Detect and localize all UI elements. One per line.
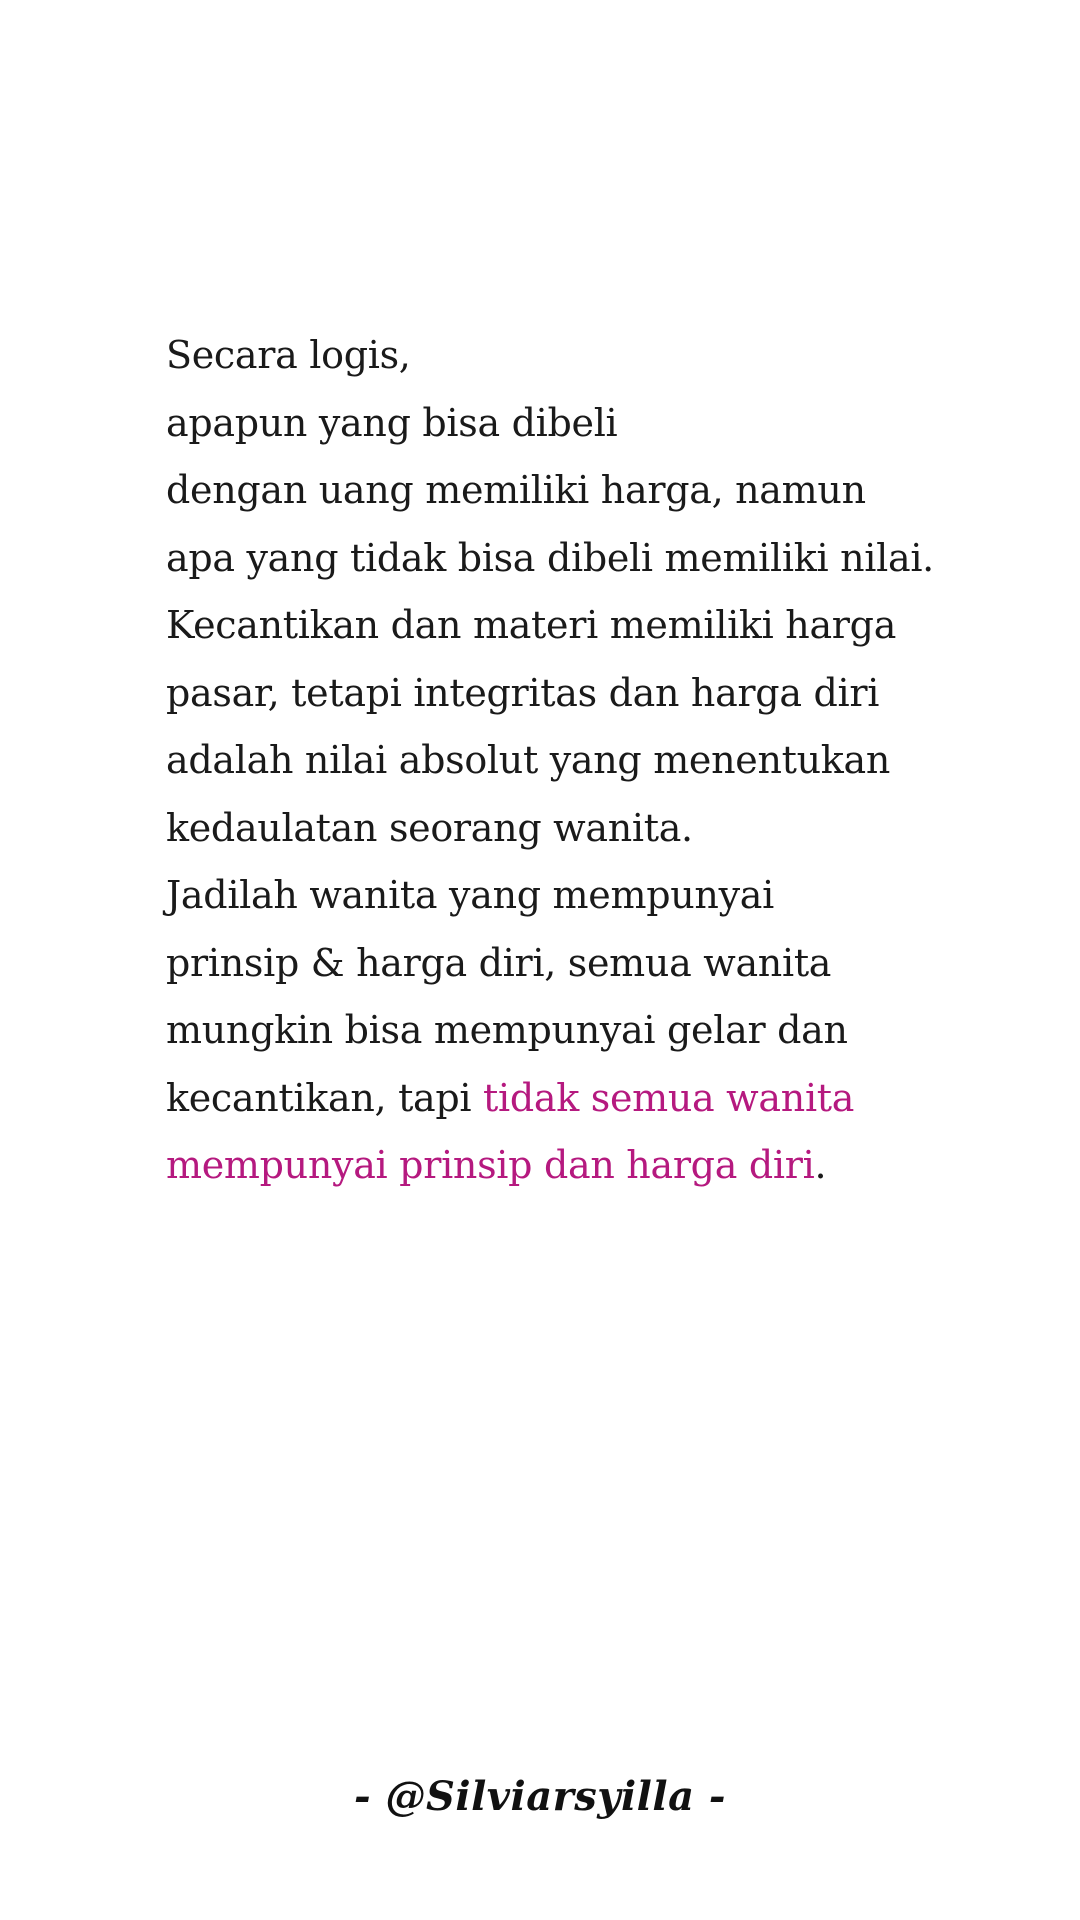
quote-line-12 xyxy=(166,1065,1066,1133)
quote-line-9: Jadilah wanita yang mempunyai xyxy=(166,873,774,917)
quote-line-4: apa yang tidak bisa dibeli memiliki nilai. xyxy=(166,535,934,580)
author-signature: - @Silviarsyilla - xyxy=(353,1773,727,1820)
quote-line-2: apapun yang bisa dibeli xyxy=(166,400,618,445)
quote-text xyxy=(166,322,1066,1200)
quote-line-13-end: . xyxy=(814,1143,827,1187)
quote-line-10: prinsip & harga diri, semua wanita xyxy=(166,940,832,985)
quote-line-8: kedaulatan seorang wanita. xyxy=(166,805,693,850)
quote-line-12-highlight: tidak semua wanita xyxy=(483,1075,855,1120)
quote-line-7: adalah nilai absolut yang menentukan xyxy=(166,738,891,782)
quote-line-13 xyxy=(166,1132,1066,1200)
quote-line-11: mungkin bisa mempunyai gelar dan xyxy=(166,1008,848,1052)
quote-line-1: Secara logis, xyxy=(166,333,411,377)
quote-line-12-plain: kecantikan, tapi xyxy=(166,1075,484,1120)
quote-line-13-highlight: mempunyai prinsip dan harga diri xyxy=(166,1143,815,1187)
quote-line-5: Kecantikan dan materi memiliki harga xyxy=(166,603,897,647)
quote-line-6: pasar, tetapi integritas dan harga diri xyxy=(166,670,880,715)
quote-line-3: dengan uang memiliki harga, namun xyxy=(166,468,866,512)
